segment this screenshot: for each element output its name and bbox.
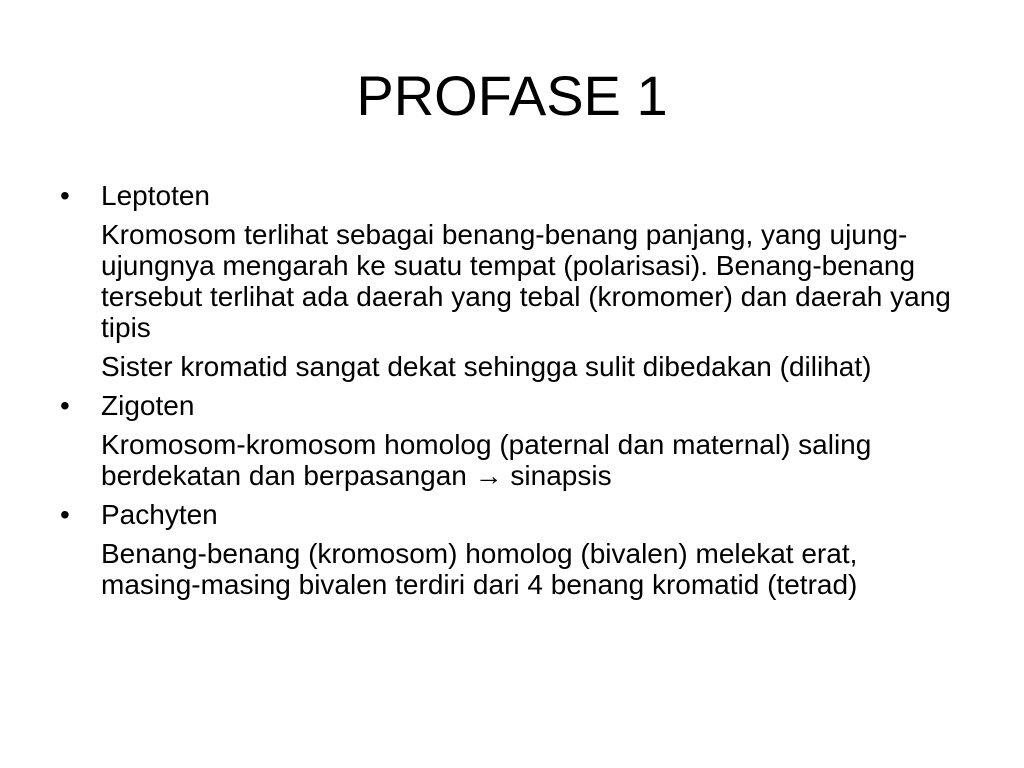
bullet-icon: • bbox=[60, 390, 70, 421]
bullet-heading: Leptoten bbox=[101, 180, 210, 211]
bullet-paragraph: Benang-benang (kromosom) homolog (bivalen) melekat erat, masing-masing bivalen terdiri dari 4 benang kromatid (tetrad) bbox=[101, 538, 858, 600]
bullet-item-pachyten bbox=[60, 499, 960, 530]
bullet-heading: Pachyten bbox=[101, 499, 218, 530]
bullet-paragraph: Kromosom-kromosom homolog (paternal dan maternal) saling berdekatan dan berpasangan → sinapsis bbox=[101, 429, 872, 491]
bullet-paragraph: Sister kromatid sangat dekat sehingga sulit dibedakan (dilihat) bbox=[101, 351, 872, 382]
bullet-paragraph: Kromosom terlihat sebagai benang-benang panjang, yang ujung-ujungnya mengarah ke suatu tempat (polarisasi). Benang-benang tersebut terlihat ada daerah yang tebal (kromomer) dan daerah yang tipis bbox=[101, 219, 951, 343]
slide-title: PROFASE 1 bbox=[356, 64, 668, 127]
slide-body bbox=[60, 180, 960, 608]
bullet-icon: • bbox=[60, 180, 70, 211]
bullet-item-zigoten bbox=[60, 390, 960, 421]
bullet-heading: Zigoten bbox=[101, 390, 195, 421]
bullet-icon: • bbox=[60, 499, 70, 530]
bullet-item-leptoten bbox=[60, 180, 960, 211]
